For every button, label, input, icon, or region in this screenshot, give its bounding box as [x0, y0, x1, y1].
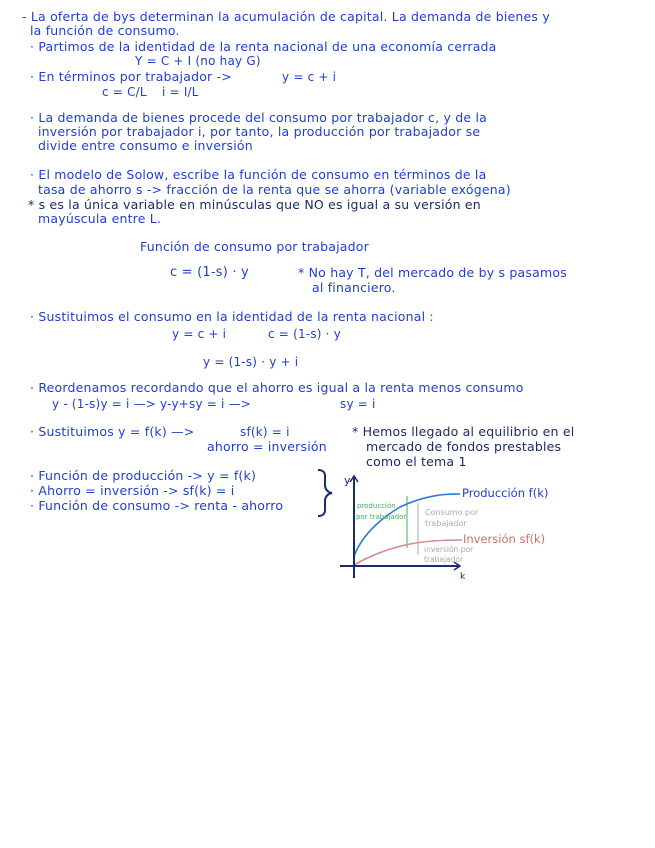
note-line-7: · La demanda de bienes procede del consumo por trabajador c, y de la — [30, 110, 487, 125]
consumption-function-equation: c = (1-s) · y — [170, 265, 249, 280]
region-consumption-label-2: trabajador — [425, 519, 467, 528]
production-curve-label: Producción f(k) — [462, 486, 549, 500]
note-line-19: · Reordenamos recordando que el ahorro es igual a la renta menos consumo — [30, 380, 524, 395]
note-equilibrium-3: como el tema 1 — [366, 454, 467, 469]
consumption-function-title: Función de consumo por trabajador — [140, 239, 369, 254]
note-equilibrium-1: * Hemos llegado al equilibrio en el — [352, 424, 575, 439]
region-investment-label-1: inversión por — [424, 545, 474, 554]
note-line-9: divide entre consumo e inversión — [38, 138, 253, 153]
equation-rearranged: y - (1-s)y = i —> y-y+sy = i —> — [52, 397, 252, 411]
note-line-21: · Sustituimos y = f(k) —> — [30, 424, 195, 439]
note-equilibrium-2: mercado de fondos prestables — [366, 439, 562, 454]
equation-substituted: y = (1-s) · y + i — [203, 355, 299, 369]
note-line-2: la función de consumo. — [30, 23, 180, 38]
note-line-13: mayúscula entre L. — [38, 211, 162, 226]
region-production-label-2: por trabajador — [356, 513, 407, 521]
note-line-1: - La oferta de bys determinan la acumulación de capital. La demanda de bienes y — [22, 9, 550, 24]
note-saving-investment: ahorro = inversión — [207, 439, 327, 454]
equation-identity: y = c + i — [172, 327, 227, 341]
note-line-10: · El modelo de Solow, escribe la función de consumo en términos de la — [30, 167, 487, 182]
summary-production: · Función de producción -> y = f(k) — [30, 468, 257, 483]
investment-curve-label: Inversión sf(k) — [463, 532, 546, 546]
y-axis-label: y — [344, 474, 351, 487]
note-line-12: * s es la única variable en minúsculas que NO es igual a su versión en — [28, 197, 481, 212]
equation-national-identity: Y = C + I (no hay G) — [135, 54, 261, 68]
equation-c-per-worker: c = C/L — [102, 85, 147, 99]
region-investment-label-2: trabajador — [424, 555, 464, 564]
note-line-16: · Sustituimos el consumo en la identidad de la renta nacional : — [30, 309, 434, 324]
equation-consumption: c = (1-s) · y — [268, 327, 342, 341]
note-financial: al financiero. — [312, 280, 396, 295]
equation-sfk-i: sf(k) = i — [240, 425, 290, 439]
note-line-11: tasa de ahorro s -> fracción de la renta que se ahorra (variable exógena) — [38, 182, 511, 197]
note-line-3: · Partimos de la identidad de la renta nacional de una economía cerrada — [30, 39, 497, 54]
note-no-taxes: * No hay T, del mercado de by s pasamos — [298, 265, 567, 280]
summary-saving: · Ahorro = inversión -> sf(k) = i — [30, 483, 235, 498]
region-consumption-label-1: Consumo por — [425, 508, 479, 517]
note-line-5: · En términos por trabajador -> — [30, 69, 232, 84]
note-line-8: inversión por trabajador i, por tanto, la producción por trabajador se — [38, 124, 481, 139]
region-production-label-1: producción — [357, 502, 396, 510]
equation-i-per-worker: i = I/L — [162, 85, 199, 99]
summary-consumption: · Función de consumo -> renta - ahorro — [30, 498, 284, 513]
curly-brace — [318, 470, 332, 516]
equation-sy-i: sy = i — [340, 397, 376, 411]
x-axis-label: k — [460, 572, 466, 582]
equation-per-worker: y = c + i — [282, 70, 337, 84]
